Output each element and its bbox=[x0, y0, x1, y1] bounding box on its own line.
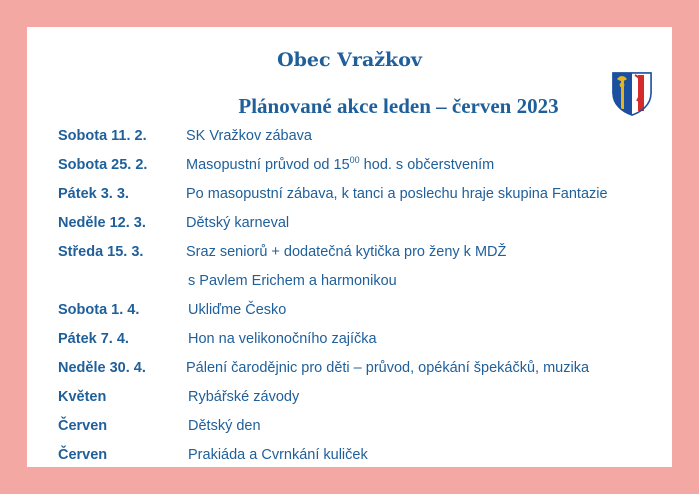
event-text: Hon na velikonočního zajíčka bbox=[188, 331, 377, 347]
coat-of-arms-icon bbox=[611, 71, 653, 117]
event-date: Pátek 3. 3. bbox=[58, 186, 129, 202]
event-text: Rybářské závody bbox=[188, 389, 300, 405]
event-text: Prakiáda a Cvrnkání kuliček bbox=[188, 447, 368, 463]
page-title: Plánované akce leden – červen 2023 bbox=[238, 94, 559, 118]
event-text: Dětský karneval bbox=[186, 215, 290, 231]
event-date: Neděle 12. 3. bbox=[58, 215, 146, 231]
event-date: Sobota 1. 4. bbox=[58, 302, 140, 318]
event-text: Ukliďme Česko bbox=[188, 302, 287, 318]
event-text: Sraz seniorů + dodatečná kytička pro ženy k MDŽ bbox=[186, 244, 507, 260]
poster-sheet bbox=[27, 27, 672, 467]
event-date: Květen bbox=[58, 389, 107, 405]
event-date: Sobota 11. 2. bbox=[58, 128, 147, 144]
event-text: SK Vražkov zábava bbox=[186, 128, 312, 144]
event-text: Po masopustní zábava, k tanci a poslechu hraje skupina Fantazie bbox=[186, 186, 608, 202]
event-date: Pátek 7. 4. bbox=[58, 331, 129, 347]
village-name-text: Obec Vražkov bbox=[273, 49, 426, 71]
event-date: Středa 15. 3. bbox=[58, 244, 144, 260]
village-name bbox=[27, 49, 672, 71]
event-text: s Pavlem Erichem a harmonikou bbox=[188, 273, 397, 289]
event-date: Červen bbox=[58, 447, 108, 463]
event-date: Sobota 25. 2. bbox=[58, 157, 148, 173]
event-text: Dětský den bbox=[188, 418, 261, 434]
event-text: Pálení čarodějnic pro děti – průvod, opékání špekáčků, muzika bbox=[186, 360, 590, 376]
event-date: Neděle 30. 4. bbox=[58, 360, 146, 376]
event-date: Červen bbox=[58, 418, 108, 434]
event-text: Masopustní průvod od $15^{00}$ hod. s občerstvením bbox=[186, 155, 495, 173]
